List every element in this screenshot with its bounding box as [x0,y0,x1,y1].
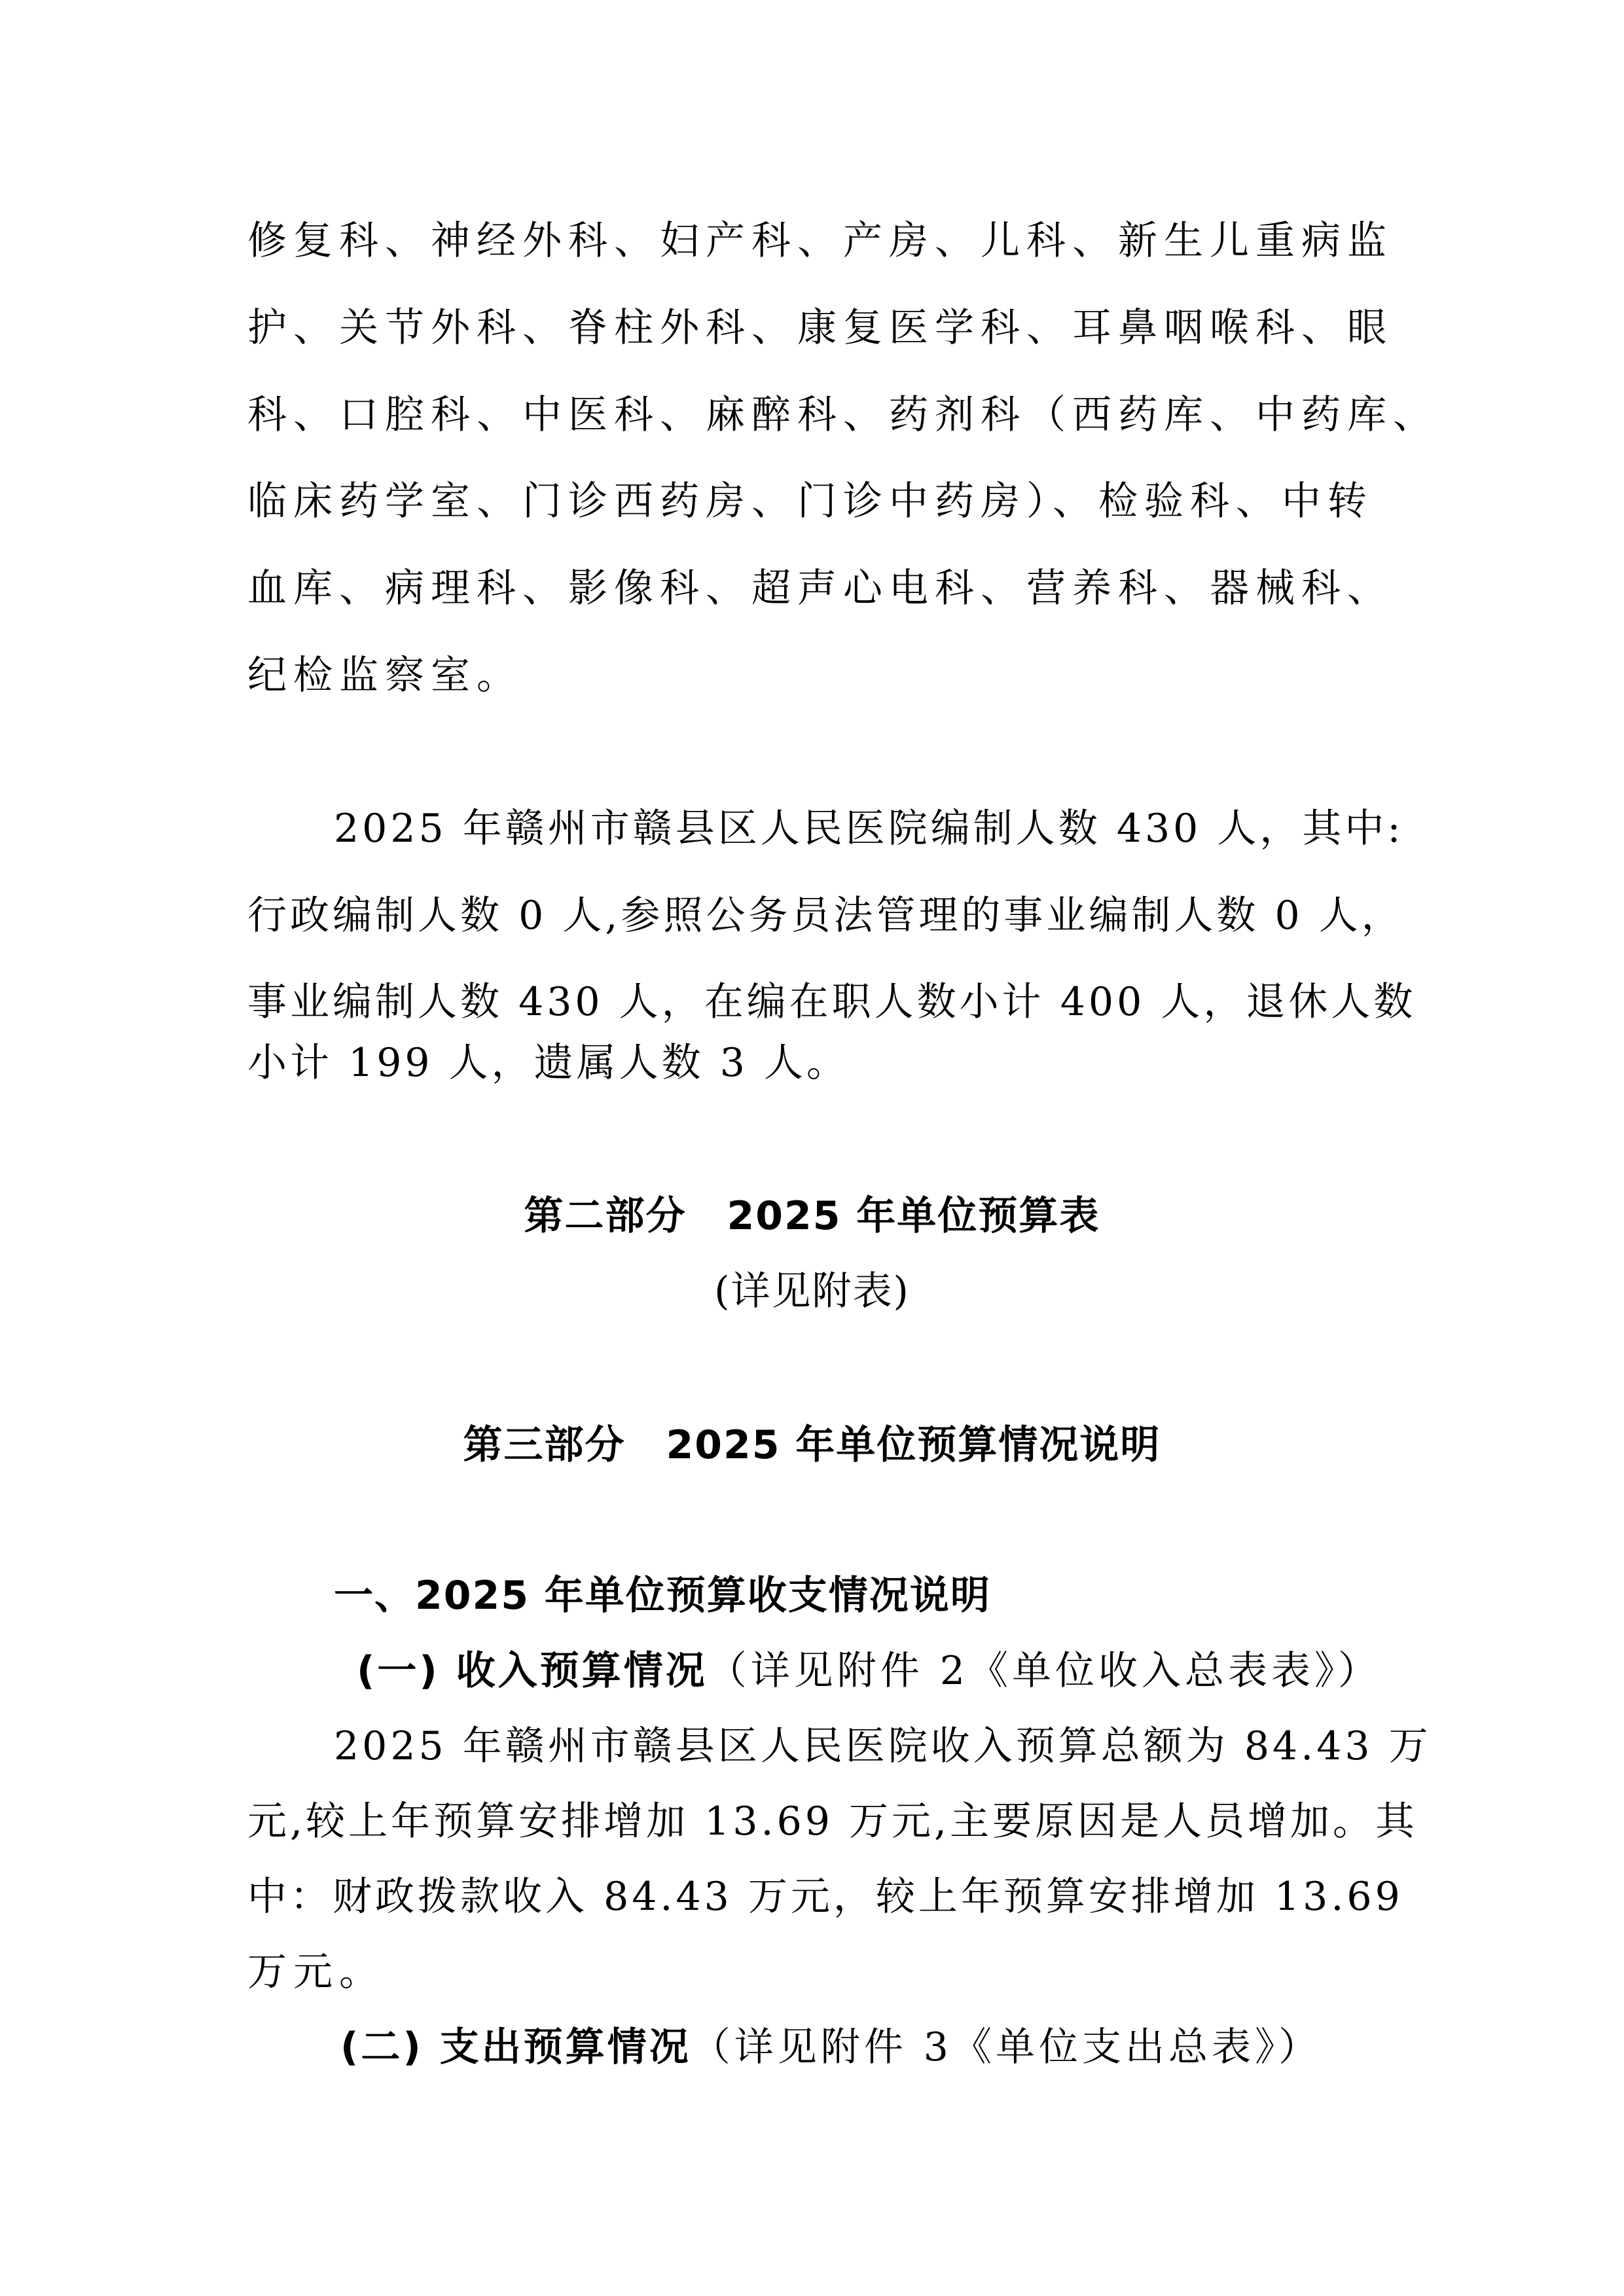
income-line-1: 2025 年赣州市赣县区人民医院收入预算总额为 84.43 万 [334,1723,1432,1769]
income-line-2: 元,较上年预算安排增加 13.69 万元,主要原因是人员增加。其 [247,1799,1418,1844]
income-line-4: 万元。 [247,1949,385,1995]
income-reference: （详见附件 2《单位收入总表表》） [707,1648,1381,1694]
income-label: (一) 收入预算情况 [357,1648,708,1694]
expense-subheading [340,2022,1322,2072]
department-list-line-1: 修复科、神经外科、妇产科、产房、儿科、新生儿重病监 [247,218,1393,264]
department-list-line-3: 科、口腔科、中医科、麻醉科、药剂科（西药库、中药库、 [247,392,1439,438]
section-one-heading: 一、2025 年单位预算收支情况说明 [334,1573,991,1619]
part3-title: 第三部分 2025 年单位预算情况说明 [463,1422,1161,1468]
expense-reference: （详见附件 3《单位支出总表》） [691,2024,1322,2070]
income-line-3: 中：财政拨款收入 84.43 万元，较上年预算安排增加 13.69 [247,1874,1403,1920]
part2-title: 第二部分 2025 年单位预算表 [524,1193,1100,1239]
department-list-line-2: 护、关节外科、脊柱外科、康复医学科、耳鼻咽喉科、眼 [247,305,1393,351]
income-subheading [357,1646,1381,1696]
department-list-line-6: 纪检监察室。 [247,653,522,698]
staffing-line-2: 行政编制人数 0 人,参照公务员法管理的事业编制人数 0 人， [247,893,1404,939]
expense-label: (二) 支出预算情况 [340,2024,691,2070]
staffing-line-1: 2025 年赣州市赣县区人民医院编制人数 430 人，其中: [334,806,1404,852]
department-list-line-4: 临床药学室、门诊西药房、门诊中药房）、检验科、中转 [247,478,1373,524]
department-list-line-5: 血库、病理科、影像科、超声心电科、营养科、器械科、 [247,565,1393,611]
part2-subtitle: (详见附表) [714,1268,910,1314]
staffing-line-4: 小计 199 人，遗属人数 3 人。 [247,1040,849,1086]
staffing-line-3: 事业编制人数 430 人，在编在职人数小计 400 人，退休人数 [247,979,1416,1025]
